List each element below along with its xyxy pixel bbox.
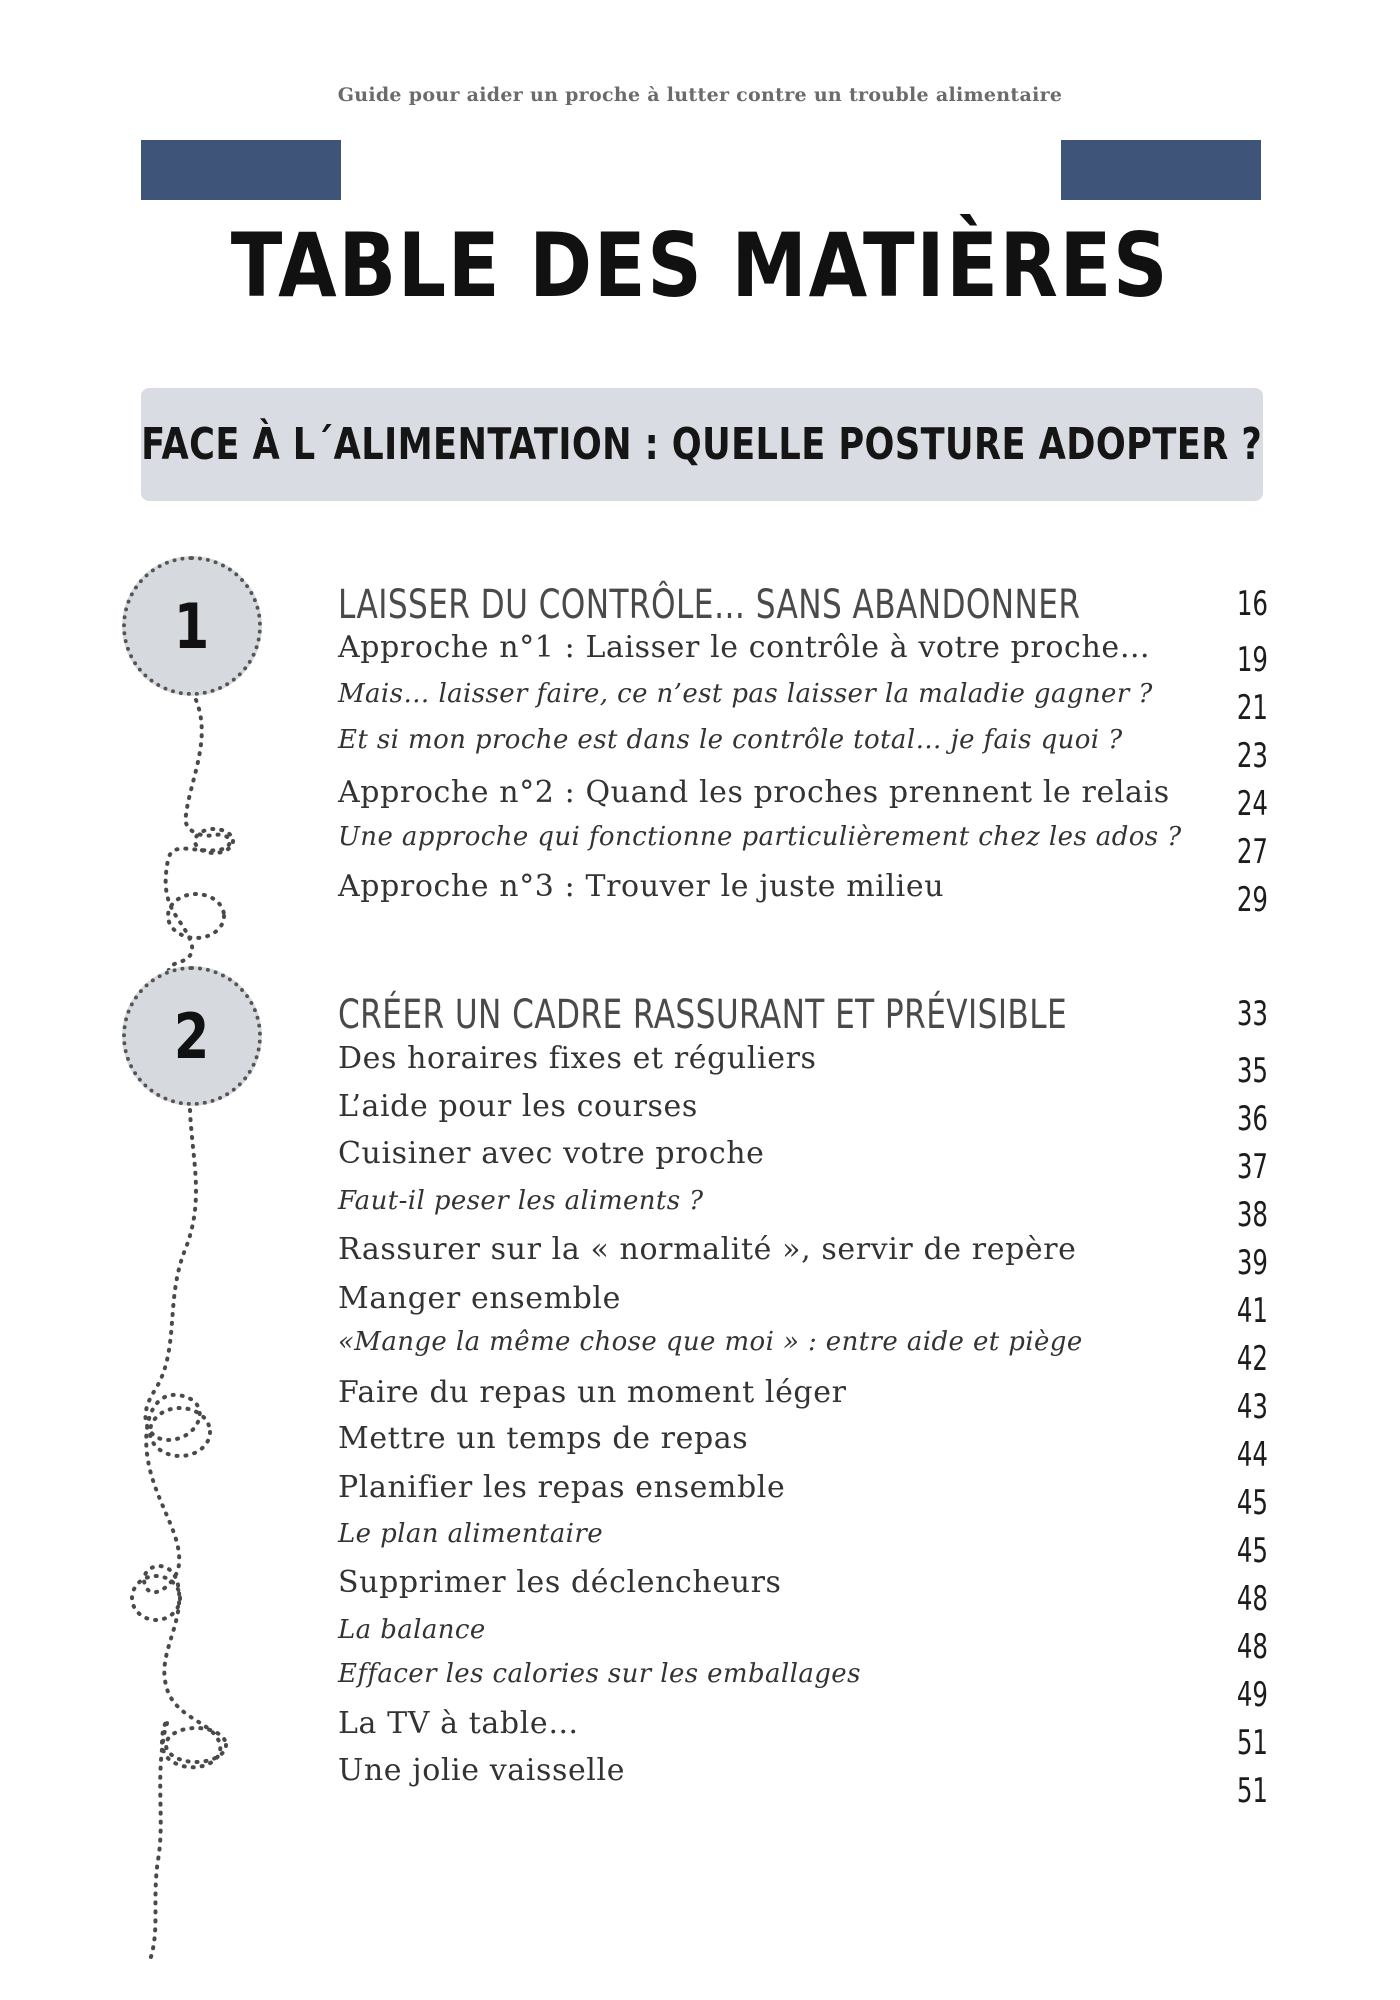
toc-entry-page: 24: [1236, 784, 1268, 824]
toc-entry-page: 21: [1236, 688, 1268, 728]
toc-entry[interactable]: L’aide pour les courses: [338, 1089, 698, 1124]
toc-entry-page: 48: [1236, 1627, 1268, 1667]
chapter-1-badge: [122, 556, 262, 696]
chapter-2-badge: [122, 966, 262, 1106]
toc-entry-page: 38: [1236, 1195, 1268, 1235]
toc-entry-page: 41: [1236, 1291, 1268, 1331]
toc-entry[interactable]: Cuisiner avec votre proche: [338, 1136, 765, 1171]
toc-entry[interactable]: Planifier les repas ensemble: [338, 1470, 786, 1505]
toc-entry-page: 45: [1236, 1531, 1268, 1571]
toc-entry-page: 39: [1236, 1243, 1268, 1283]
decorative-bar-right: [1061, 140, 1261, 200]
toc-entry[interactable]: Effacer les calories sur les emballages: [338, 1659, 861, 1689]
toc-entry-page: 48: [1236, 1579, 1268, 1619]
toc-entry[interactable]: Rassurer sur la « normalité », servir de repère: [338, 1232, 1077, 1267]
page-title: TABLE DES MATIÈRES: [230, 214, 1170, 317]
toc-entry-page: 27: [1236, 832, 1268, 872]
toc-entry[interactable]: Une jolie vaisselle: [338, 1753, 626, 1788]
toc-entry[interactable]: Approche n°1 : Laisser le contrôle à votre proche…: [338, 630, 1151, 665]
section-title: FACE À L´ALIMENTATION : QUELLE POSTURE ADOPTER ?: [141, 419, 1263, 470]
toc-entry[interactable]: La balance: [338, 1615, 486, 1645]
section-banner: [141, 388, 1263, 501]
toc-entry[interactable]: Le plan alimentaire: [338, 1519, 603, 1549]
toc-entry-page: 44: [1236, 1435, 1268, 1475]
toc-entry-page: 19: [1236, 640, 1268, 680]
toc-entry[interactable]: Des horaires fixes et réguliers: [338, 1041, 817, 1076]
toc-entry-page: 42: [1236, 1339, 1268, 1379]
toc-entry-page: 51: [1236, 1771, 1268, 1811]
toc-entry[interactable]: Faut-il peser les aliments ?: [338, 1186, 704, 1216]
toc-entry[interactable]: Manger ensemble: [338, 1281, 621, 1316]
toc-entry[interactable]: Mais… laisser faire, ce n’est pas laisser la maladie gagner ?: [338, 679, 1153, 709]
toc-entry-page: 29: [1236, 880, 1268, 920]
chapter-1-title: LAISSER DU CONTRÔLE… SANS ABANDONNER: [338, 582, 1081, 628]
toc-entry-page: 37: [1236, 1147, 1268, 1187]
toc-entry-page: 35: [1236, 1051, 1268, 1091]
toc-entry[interactable]: La TV à table…: [338, 1706, 579, 1741]
chapter-1-number: 1: [174, 589, 210, 663]
toc-entry[interactable]: Mettre un temps de repas: [338, 1421, 749, 1456]
toc-entry[interactable]: «Mange la même chose que moi » : entre aide et piège: [338, 1327, 1083, 1357]
toc-entry-page: 43: [1236, 1387, 1268, 1427]
toc-entry-page: 45: [1236, 1483, 1268, 1523]
chapter-2-title: CRÉER UN CADRE RASSURANT ET PRÉVISIBLE: [338, 992, 1068, 1038]
toc-entry[interactable]: Approche n°2 : Quand les proches prennent le relais: [338, 775, 1170, 810]
toc-entry[interactable]: Approche n°3 : Trouver le juste milieu: [338, 869, 945, 904]
toc-entry-page: 23: [1236, 736, 1268, 776]
running-header: Guide pour aider un proche à lutter contre un trouble alimentaire: [337, 84, 1063, 106]
toc-entry[interactable]: Faire du repas un moment léger: [338, 1375, 847, 1410]
chapter-2-page: 33: [1236, 994, 1268, 1034]
decorative-bar-left: [141, 140, 341, 200]
chapter-1-page: 16: [1236, 584, 1268, 624]
toc-entry[interactable]: Supprimer les déclencheurs: [338, 1565, 782, 1600]
toc-entry[interactable]: Une approche qui fonctionne particulièrement chez les ados ?: [338, 822, 1182, 852]
toc-entry-page: 51: [1236, 1723, 1268, 1763]
toc-entry[interactable]: Et si mon proche est dans le contrôle total… je fais quoi ?: [338, 725, 1123, 755]
toc-entry-page: 49: [1236, 1675, 1268, 1715]
toc-entry-page: 36: [1236, 1099, 1268, 1139]
chapter-2-number: 2: [174, 999, 210, 1073]
